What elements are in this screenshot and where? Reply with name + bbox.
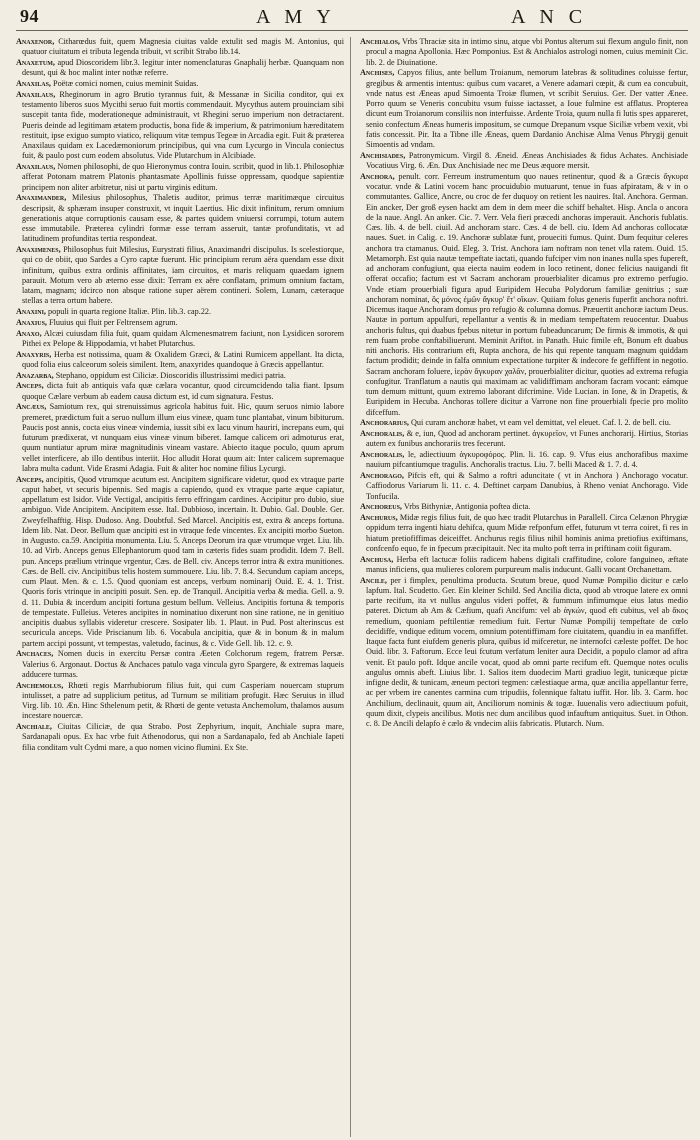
entry-headword: Anaxini, [16, 307, 46, 316]
entry-text: Patronymicum. Virgil 8. Æneid. Æneas Anchisiades & fidus Achates. Anchisiade Vocatiuus Virg. 6. Æn. Dux Anchisiade nec me Deus æquore mersit. [366, 150, 688, 170]
entry-headword: Anaxenor, [16, 37, 55, 46]
entry-text: Nomen ducis in exercitu Persæ contra Æeten Colchorum regem, fratrem Persæ. Valerius 6. Argonaut. Doctus & Anchaces patulo vaga vincula gyro Spargere, & extremas laqueis adducere turmas. [22, 649, 344, 679]
entry-headword: Anchoralis, [360, 450, 405, 459]
entry-text: Vrbs Bithyniæ, Antigonia poftea dicta. [403, 502, 531, 512]
entry-text: Milesius philosophus, Thaletis auditor, primus terræ maritimæque circuitus descripsit, & sphæram insuper construxit, vt inquit Laertius. Hic dixit infinitum, rerum omnium generationis atque corruptionis causam esse, & partes quidem vniuersi corrumpi, totum autem esse immutabile. Præterea cylindri formæ esse terram asseruit, tantæ profunditatis, vt ad latitudinem profunditas tertia respondeat. [22, 193, 345, 244]
entry-headword: Anazarba, [16, 370, 54, 380]
entry-text: ancipitis, Quod vtrumque acutum est. Ancipitem significare videtur, quod ex vtraque parte caput habet, vt securis bipennis. Sed magis a capiendo, quod ex vtraque parte æque capiatur, appellatum est Isidor. Vide Vectigal, ancipitis ferro effringam cardines. Accipitur pro dubio, siue ambiguo. Vide Ancipitem. Ancipitem esse. Ital. Dubbioso, incertain. It. Dubio. Gal. Double. Ger. Zweyfelhafftig. Hisp. Dudoso. Ang. Doubtful. Sed Marcel. Ancipitis est, extra & anceps fortuna. Idem Iib. Nat. Deor. Bellum quæ ancipiti est in vtraque fede vincentes. Ex ancipiti morbo Sueton. in Augusto. ca.59. Ancipitia monumenta. Liu. 5. Anceps Deorum ira quæ vtrumque vrget. Liu. lib. 10. ad Virb. Anceps genus Ellephantorum quod tam in cæteris fides suam prodidit. Idem 7. Bell. pun. Anceps prælium vtrinque vrgentur, Cæs. de Bell. civ. Anceps terror intra & extra munitiones. Cæs. de Bell. civ. Ancipitibus telis hostem summouere. Liu. lib. 7. 8.4. Secundum capiam anceps, cum Plaut. Men. & c. 1.5. Quod quoniam est anceps, verbum nominarij Ouid. E. 4. 1. Trist. Quoris foris vtrinque in ancipiti posuit. Sen. ep. de Tranquil. Ancipitia verba & media. Gell. a. 9. d. 11. Dubia & incerdum ancipiti fortuna gestum bellum. Velleius. Ancipitis fortuna & temporis de tempestate. Fulleius. Veteres ancipites in nominatiuo dixerunt non sine ratione, ne in genitiuo ancipitis duabus syllabis videretur crescere. Sosipater lib. 1. Plaut. in Pud. Post alterinscus est securicula anceps. Vide Priscianum lib. 6. Vocabula ancipitia, quæ & in bonum & in malum partem accipi possunt, vt tempestas, valetudo, facinus, & c. Vide Gell. lib. 12. c. 9. [22, 474, 344, 648]
dictionary-entry [360, 68, 688, 150]
entry-headword: Ancile, [360, 575, 387, 585]
entry-headword: Anchusa, [360, 554, 394, 564]
entry-text: Midæ regis filius fuit, de quo hæc tradit Plutarchus in Parallell. Circa Celænon Phrygiæ oppidum terra ingenti hiatu dehifca, quum Midæ refponfum effet, futurum vt terra coiret, fi res in hiatum pretiofiffimas deiceiffet. Anchurus regis filius nihil hominis anima pretiofius exiftimans, confcenfo equo, fe in fpecum præcipitauit. Nec ita multo poft terra in priftinam coiit figuram. [366, 513, 688, 553]
entry-text: Samiotum rex, qui strenuissimus agricola habitus fuit. Hic, quum seruos nimio labore premeret, prædictum fuit a seruo nullum illum eius vineæ, quam tunc plantabat, vinum bibiturum. Paucis post annis, cocta eius vineæ vindemia, iussit sibi ex lacu vinum hauriri, increpans eum, qui futurum prædixerat, vt nunquam eius vineæ vinum biberet. Iamque calicem ori admoturus erat, quum nuntiatur aprum miræ magnitudinis vineam vastare. Abiecto itaque poculo, quum aprum vellet interficere, ab illo dentibus interiit. Hoc alludit Horat quum ait: Inter calicem supremaque labra multa cadunt. Vide Erasmi Adagia. Fuit & aliter hoc nomine filius Lycurgi. [22, 402, 345, 473]
entry-text: Rhœti regis Marrhubiorum filius fuit, qui cum Casperiam nouercam stuprum intulisset, a patre ad supplicium petitus, ad Turnum se militiam profugit. Hæc Seruius in illud Virg. lib. 10. Æn. Hinc Sthelenum petit, & Rhœti de gente vetusta Anchemolum, thalamos ausum incestare nouercæ. [22, 680, 344, 721]
entry-text: Pifcis eft, qui & Salmo a roftri aduncitate ( vt in Anchora ) Anchorago vocatur. Caffiodorus Variarum li. 11. c. 4. Deftinet carpam Danubius, à Rheno veniat Anchorago. Vide Tonfucila. [366, 471, 688, 501]
entry-text: Herba eft lactucæ foliis radicem habens digitali craffitudine, colore fanguineo, æftate manus inficiens, qua mulieres colorem purpureum malis inducunt. Galli vocant Orchanettam. [366, 554, 688, 574]
dictionary-entry [16, 79, 344, 89]
dictionary-entry [360, 471, 688, 502]
entry-text: Capyos filius, ante bellum Troianum, nemorum latebras & solitudines coluisse fertur, gregibus & armentis intentus: quibus cum vacaret, a Venere adamari cœpit, & cum ea concubuit, vnde natus est Æneas apud Simoenta Troiæ flumen, vt scribit Seruius. Ger. Der vatter Ænee. Porro quum se Veneris concubitu vsum fuisse iactasset, a Ioue fulmine est afflatus. Propterea dicunt eum Troianorum consiliis non interfuisse. Ardente Troia, quum nulla fi lutis spes appareret, senio confectum Æneas humeris impositum, se cumque Drepanum vsque Siciliæ vrbem vexit, vbi fatis concessit. Pir. Ita a Tibne ille Æneas, quem Dardanio Anchisæ Alma Venus Phrygij genuit Simoentis ad vndam. [366, 68, 688, 149]
text-columns [16, 37, 688, 1137]
entry-headword: Anceps, [16, 474, 44, 484]
dictionary-entry [16, 162, 344, 193]
entry-headword: Anchialos, [360, 37, 400, 46]
entry-headword: Anchoreus, [360, 502, 402, 512]
entry-text: Philosophus fuit Milesius, Eurystrati filius, Anaximandri discipulus. Is scelestiorque, qui co de obiit, quo Sardes a Cyro captæ fuerunt. Hic principium rerum aëra quendam esse dixit infinitum, quibus extra ordinis affinitates, iam circuitos, et maris reliquam quaedam ignem parauit. Motum vero ab æterno esse dixit: Terram ex aëre conflatam, primum omnium factam, latam, magnam; idcirco non absque ratione super aërem contineri. Solem, Lunam, cæteraque stellas a terra ortum habere. [22, 245, 345, 306]
dictionary-entry [360, 450, 688, 471]
entry-text: & e, iun, Quod ad anchoram pertinet. ἀγκυρεῖον, vt Funes anchorarij. Hirtius, Storias autem ex funibus anchorariis tres fecerunt. [366, 429, 688, 449]
dictionary-entry [16, 350, 344, 371]
entry-text: Herba est notissima, quam & Oxalidem Græci, & Latini Rumicem appellant. Ita dicta, quod folia eius calceorum soleis similent. Item, anaxyrides quandoque à Græcis appellantur. [22, 349, 344, 369]
dictionary-entry [16, 318, 344, 328]
entry-headword: Anaxilaus, [16, 162, 56, 171]
dictionary-entry [16, 371, 344, 381]
dictionary-entry [360, 513, 688, 554]
dictionary-entry [16, 245, 344, 307]
entry-text: le, adiectiuum ἀγκυροφόρος. Plin. li. 16. cap. 9. Vfus eius anchorafibus maxime nauium pifcantiumque tragulis. Anchoralis tractus. Liu. 7. belli Maced & 1. 7. d. 4. [366, 450, 688, 470]
running-title-left: A M Y [256, 6, 336, 28]
entry-headword: Anaxilaus, [16, 89, 56, 99]
entry-headword: Anchiale, [16, 722, 52, 731]
entry-text: Ciuitas Ciliciæ, de qua Strabo. Post Zephyrium, inquit, Anchiale supra mare, Sardanapali opus. Ex hac vrbe fuit Athenodorus, qui non a Sardanapalo, fed ab Anchiale Iapeti filia conditam vult Cydmi mare, a quo nomen vicino flumini. Ex Ste. [22, 722, 345, 752]
left-column [16, 37, 351, 1137]
dictionary-entry [360, 418, 688, 428]
dictionary-entry [16, 402, 344, 474]
dictionary-entry [360, 502, 688, 512]
entry-headword: Anchemolus, [16, 680, 64, 690]
right-column [360, 37, 688, 1137]
entry-headword: Anchaces, [16, 649, 54, 659]
entry-text: apud Dioscoridem libr.3. legitur inter nomenclaturas Gnaphalij herbæ. Quanquam non desunt, qui & hoc malint inter nothæ referre. [22, 58, 345, 78]
dictionary-entry [360, 555, 688, 576]
dictionary-entry [360, 429, 688, 450]
dictionary-entry [16, 649, 344, 680]
entry-headword: Anaxyris, [16, 349, 52, 359]
dictionary-entry [16, 475, 344, 649]
entry-text: Vrbs Thraciæ sita in intimo sinu, atque vbi Pontus alterum sui flexum angulo finit, non procul a magna Apollonia. Hæc Pomponius. Est & Anchialos astrologi nomen, cuius meminit Cic. lib. 2. de Diuinatione. [366, 37, 688, 67]
entry-text: Citharœdus fuit, quem Magnesia ciuitas valde extulit sed magis M. Antonius, qui quatuor ciuitatum ei tributa legenda tribuit, vt scribit Strabo lib.14. [22, 37, 345, 57]
page-number: 94 [20, 6, 39, 26]
entry-text: Fluuius qui fluit per Feltrensem agrum. [49, 317, 178, 327]
entry-text: Nomen philosophi, de quo Hieronymus contra Iouin. scribit, quod in lib.1. Philosophiæ afferat Potonam matrem Platonis phantasmate Apollinis fuisse oppressam, quodque sapientiæ principem non aliter arbitretur, nisi ut partu virginis editum. [22, 162, 344, 192]
entry-text: dicta fuit ab antiquis vafa quæ cælara vocantur, quod circumcidendo talia fiant. Ipsum quoque Cælare verbum ab eadem causa dictum est, id cum signatura. Festus. [22, 381, 344, 401]
page-header [16, 6, 688, 31]
dictionary-entry [360, 172, 688, 418]
dictionary-entry [16, 381, 344, 402]
dictionary-entry [16, 681, 344, 722]
entry-text: Stephano, oppidum est Ciliciæ. Dioscoridis illustrissimi medici patria. [55, 370, 286, 380]
entry-text: populi in quarta regione Italiæ. Plin. lib.3. cap.22. [48, 307, 212, 316]
dictionary-entry [360, 37, 688, 68]
entry-text: Qui curam anchoræ habet, vt eam vel demittat, vel eleuet. Caf. l. 2. de bell. ciu. [411, 418, 671, 428]
entry-text: Poëtæ comici nomen, cuius meminit Suidas. [53, 79, 199, 88]
entry-headword: Anaxetum, [16, 58, 55, 67]
dictionary-entry [360, 576, 688, 730]
dictionary-entry [16, 722, 344, 753]
entry-headword: Anchisiades, [360, 150, 406, 160]
dictionary-entry [360, 151, 688, 172]
entry-headword: Anaximander, [16, 193, 67, 203]
entry-headword: Anaxilas, [16, 79, 51, 88]
entry-headword: Anaxius, [16, 317, 47, 327]
running-title-right: A N C [511, 6, 588, 28]
entry-text: penult. corr. Ferreum instrumentum quo naues retinentur, quod & a Græcis ἄγκυρα vocatur. vnde & Latini vocem hanc procuidubio mutuarunt, tenue in fuas afpiratam, & v in o commutantes. Gallice, Ancre, ou croc de fer duquoy on retient les nauires. Ital. Anchora. German. Ein ancker, Der groß eysen hackt am dem in dem meer die schiff behaltet. Hisp. Ancla o ancora de la naue. Angl. An anker. Cic. 7. Verr. Vela fieri præcedi anchoras imperauit. Anchoris fublatis. Cæs. lib. 4. de bell. ciuil. Ad anchoram starc. Cæs. 4 de bell. ciu. Idem Ad anchoras collocatæ naues. Suet. in Calig. c. 19. Anchoræ sublatæ funt, proueciti fumus. Quint. Dum fequitur celeres anchora tra ctamanus. Ouid. Eleg. 3. Trist. Anchora iam noftram non tenet vlla ratem. Ouid. 15. Metamorph. Est quia nautæ tempeftate iactati, quando fufciper vim non inanes nulla spes fupereft, ad anchoram confugiunt, qua eiecta nauim eodem in loco retinent, donec felicius nauigandi fit offerat occafio; factum est vt Sacram anchoram prouerbialiter dicamus pro extremo perfugio. Vnde etiam prouerbiali figura apud Euripidem Hecuba Polydorum familiæ genitrius ; suæ anchoram nominat, ὅς μόνος ἐμῶν ἄγκυρ' ἔτ' οἴκων. Quiiam folus generis fuperfit anchora noftri. Dicemus itaque Anchoram domus pro refugio & columna domus. Præuertit anchoræ iactum Deus. Nautæ in portum appulfuri, repellantur a ventis & in mediam tempeftatem reuocentur. Duabus anchoris fultus, qui duabus fpebus nitetur in portum fubeaduncarum; De firmis & immotis, & qui rem fuam probe conftabiliuerunt. Meminit Ariftot. in Panath. Huic fimile eft, Bonum eft duabus niti anchoris. His contrarium eft, Rupta anchora, de his qui repente tanquam magnum quiddam factum prodidit; deinde in falfa omnium expectatione turpiter & indecore fe geffiffent in negotio. Sacram anchoram foluere, ἱερὰν ἄγκυραν χαλᾶν, prouerbialiter dicitur, quoties ad extrema refugia confugitur. Tranflatum a nautis qui maximam ac validiffimam anchoram facram vocant: eámque tum demum mittunt, quum extremo laborant difcrimine. Vide Lucian. in Ione, & in Drapetis, & Euripidem in Hecuba. Anchoras tollere dicitur a Varrone non fine prouerbiali fpecie pro molito difceffum. [366, 171, 688, 417]
dictionary-entry [16, 90, 344, 162]
dictionary-entry [16, 58, 344, 79]
entry-headword: Anaxo, [16, 328, 42, 338]
entry-headword: Anchorarius, [360, 418, 409, 428]
entry-headword: Anchises, [360, 68, 395, 78]
entry-headword: Anchorago, [360, 471, 404, 480]
entry-headword: Ancæus, [16, 402, 47, 412]
entry-text: per i fimplex, penultima producta. Scutum breue, quod Numæ Pompilio dicitur e cælo lapfum. Ital. Scudetto. Ger. Ein kleiner Schild. Sed Ancilia dicta, quod ab vtroque latere ex omni parte recifum, ita vt nullus angulus videri poffet, & fummum infimumque eius latus medio pateret. Dictum ab Am & Cæfium, quafi Ancifum: vel ab ἀγκών, quod eft cubitus, vel ab ἄκος remedium, quoniam peftilentiæ remedium fuit. Fertur Numæ Pompilij tempeftate de cœlo decidiffe, vndique editum vocem, omnium potentiffimam fore ciuitatem, quandiu in ea manfiffet. Itaque facta funt eiufdem generis plura, quibus id mifceretur, ne internofci cæleste poffet. De hoc Ouid. libr. 3. Faftorum. Ecce leui fcutum verfatum leniter aura Decidit, a populo clamor ad aftra venit. Et paulo poft. Idque ancile vocat, quod ab omni parte recifum eft. Quemque notes oculis angulus omnis abeft. Liuius libr. 1. Salios item duodecim Marti gradiuo legit, tunicæque pictæ infigne dedit, & tunicam, æneum pectori tegmen: cælestiaque arma, quæ ancilia appellantur ferre, ac per vrbem ire canentes carmina cum tripudiis, folennique faltatu iuffit. Hor. lib. 3. Carm. hoc Anchilium, declinauit, quum ait, Anciliorum nominis & togæ. Iuuenalis vero adiectiuum pofuit, quum dixit, clypeis ancilibus. Motis nec dum ancilibus quod infauftum antiquitus. Suet. in Othon. c. 8. De Ancili delapfo è cælo & vndecim aliis fabricatis. Plutarch. Num. [366, 575, 688, 728]
entry-headword: Anaximenes, [16, 245, 61, 254]
entry-text: Alcæi cuiusdam filia fuit, quam quidam Alcmenesmatrem faciunt, non Lysidicen sororem Pithei ex Pelope & Hippodamia, vt habet Plutarchus. [22, 328, 344, 348]
entry-headword: Anchoralis, [360, 429, 405, 438]
dictionary-entry [16, 37, 344, 58]
entry-text: Rheginorum in agro Brutio tyrannus fuit, & Messanæ in Sicilia conditor, qui ex testamento liberos suos Mycithi seruo fuit mortis commendauit. Mycythus autem prouinciam sibi suscepit tanta fide, moderationeque administrauit, vt Rhegini seruo imperium non detractarent. Pueris deinde ad legitimam ætatem productis, bona fide & imperium, & patrimonium hæreditatem restituit, ipse exiguo sumpto viatico, reliquum vitæ tempus Tegeæ in Arcadia egit. Fuit & præterea Anaxilaus quidam ex Lacedæmoniorum principibus, qui vna cum Lycurgo in Vincula coniectus fuit, & paulo post cum eodem absolutus. Vide Plutarchum in Alcibiade. [22, 89, 344, 161]
entry-headword: Anchora, [360, 171, 395, 181]
entry-headword: Anchurus, [360, 513, 398, 522]
entry-headword: Anceps, [16, 381, 44, 391]
dictionary-entry [16, 329, 344, 350]
dictionary-entry [16, 193, 344, 244]
dictionary-entry [16, 307, 344, 317]
